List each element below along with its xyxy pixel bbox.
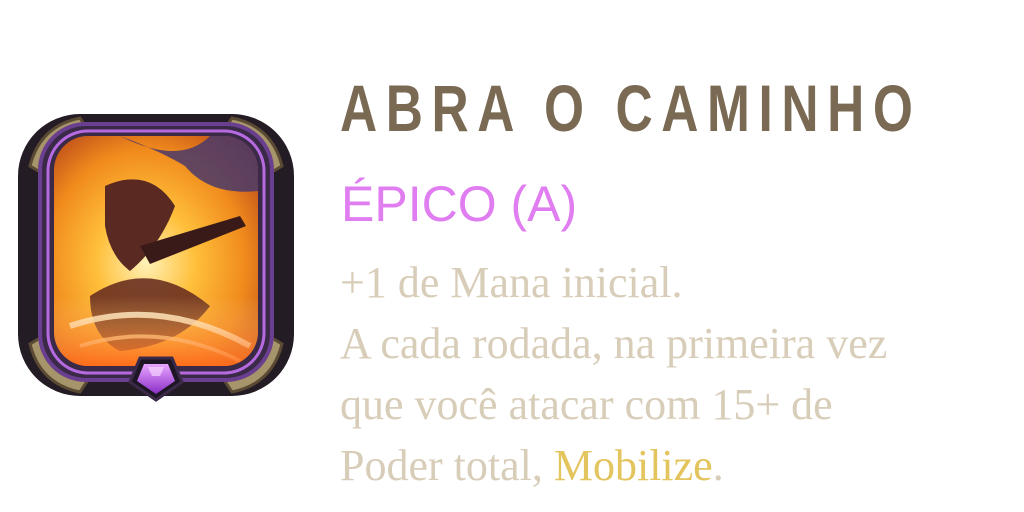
description-line: que você atacar com 15+ de <box>340 380 833 429</box>
description-punctuation: . <box>712 441 724 490</box>
rarity-label: ÉPICO (A) <box>341 176 578 232</box>
description-line: +1 de Mana inicial. <box>340 258 683 307</box>
description-text: Poder total, <box>340 441 554 490</box>
augment-art-icon <box>10 96 302 412</box>
description-line: A cada rodada, na primeira vez <box>340 319 888 368</box>
augment-description <box>340 252 887 496</box>
keyword-mobilize: Mobilize <box>553 441 713 490</box>
description-line <box>340 435 887 496</box>
augment-title: ABRA O CAMINHO <box>340 71 922 145</box>
